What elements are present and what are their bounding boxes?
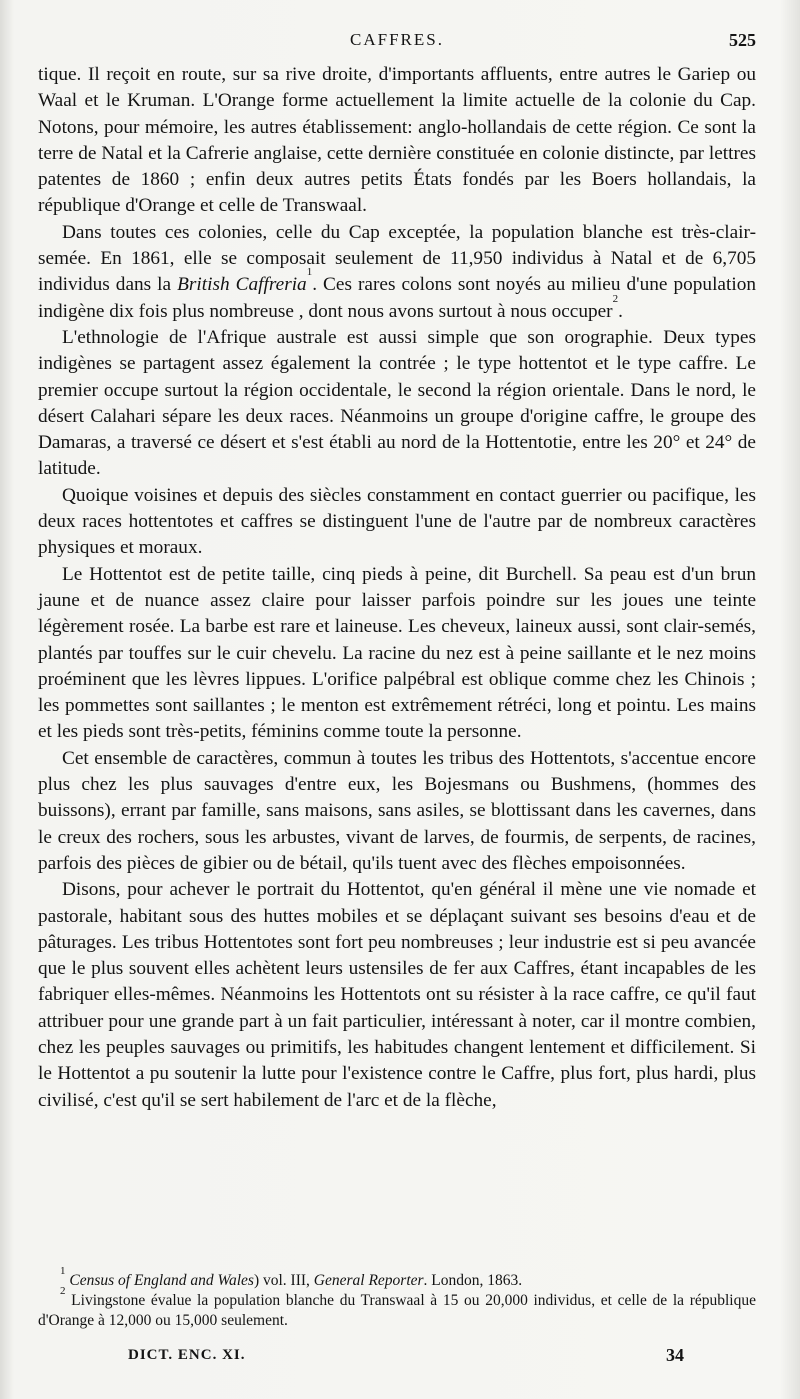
- paragraph: L'ethnologie de l'Afrique australe est aussi simple que son orographie. Deux types indigènes se partagent assez également la contrée ; le type hottentot et le type caffre. Le premier occupe surtout la région occidentale, le second la région orientale. Dans le nord, le désert Calahari sépare les deux races. Néanmoins un groupe d'origine caffre, le groupe des Damaras, a traversé ce désert et s'est établi au nord de la Hottentotie, entre les 20° et 24° de latitude.: [38, 326, 756, 480]
- text-run: Livingstone évalue la population blanche du Transwaal à 15 ou 20,000 individus, et celle de la république d'Orange à 12,000 ou 15,000 seulement.: [38, 1292, 756, 1329]
- text-run: .: [618, 300, 623, 322]
- body-text: [38, 62, 756, 1114]
- footnotes: [38, 1265, 756, 1331]
- paragraph: Quoique voisines et depuis des siècles constamment en contact guerrier ou pacifique, les deux races hottentotes et caffres se distinguent l'une de l'autre par de nombreux caractères physiques et moraux.: [38, 484, 756, 559]
- footnote-marker: 1: [306, 266, 313, 279]
- paragraph: Disons, pour achever le portrait du Hottentot, qu'en général il mène une vie nomade et pastorale, habitant sous des huttes mobiles et se déplaçant suivant ses besoins d'eau et de pâturages. Les tribus Hottentotes sont fort peu nombreuses ; leur industrie est si peu avancée que le plus souvent elles achètent leurs ustensiles de fer aux Caffres, étant incapables de les fabriquer elles-mêmes. Néanmoins les Hottentots ont su résister à la race caffre, ce qu'il faut attribuer pour une grande part à un fait particulier, intéressant à noter, car il montre combien, chez les peuples sauvages ou primitifs, les habitudes changent lentement et difficilement. Si le Hottentot a pu soutenir la lutte pour l'existence contre le Caffre, plus fort, plus hardi, plus civilisé, c'est qu'il se sert habilement de l'arc et de la flèche,: [38, 879, 756, 1111]
- paragraph: Cet ensemble de caractères, commun à toutes les tribus des Hottentots, s'accentue encore plus chez les plus sauvages d'entre eux, les Bojesmans ou Bushmens, (hommes des buissons), errant par famille, sans maisons, sans asiles, se blottissant dans les cavernes, dans le creux des rochers, sous les arbustes, vivant de larves, de fourmis, de serpents, de racines, parfois des pièces de gibier ou de bétail, qu'ils tuent avec des flèches empoisonnées.: [38, 747, 756, 874]
- italic-text: Census of England and Wales: [69, 1272, 254, 1289]
- footnote-marker: 2: [612, 292, 619, 305]
- running-title: CAFFRES.: [350, 30, 444, 49]
- italic-text: British Caffreria: [177, 274, 307, 296]
- text-run: ) vol. III,: [253, 1272, 314, 1289]
- page-header: [38, 30, 756, 56]
- paragraph: Le Hottentot est de petite taille, cinq pieds à peine, dit Burchell. Sa peau est d'un brun jaune et de nuance assez claire pour laisser parfois poindre sur les joues une teinte légèrement rosée. La barbe est rare et laineuse. Les cheveux, laineux aussi, sont clair-semés, plantés par touffes sur le cuir chevelu. La racine du nez est à peine saillante et le nez moins proéminent que les lèvres lippues. L'orifice palpébral est oblique comme chez les Chinois ; les pommettes sont saillantes ; le menton est extrêmement rétréci, long et pointu. Les mains et les pieds sont très-petits, féminins comme toute la personne.: [38, 563, 756, 743]
- text-run: Dans toutes ces colonies, celle du Cap exceptée, la population blanche est très-clair-semée. En 1861, elle se composait seulement de 11,950 individus à Natal et de 6,705 individus dans la: [38, 221, 756, 296]
- paragraph: [38, 220, 756, 325]
- footnote-marker: 2: [60, 1285, 66, 1297]
- text-run: . Ces rares colons sont noyés au milieu d'une population indigène dix fois plus nombreuse , dont nous avons surtout à nous occuper: [38, 274, 756, 322]
- page-footer: [128, 1345, 684, 1369]
- printer-signature: DICT. ENC. XI.: [128, 1347, 246, 1363]
- italic-text: General Reporter: [313, 1272, 424, 1289]
- paragraph: tique. Il reçoit en route, sur sa rive droite, d'importants affluents, entre autres le Gariep ou Waal et le Kruman. L'Orange forme actuellement la limite actuelle de la colonie du Cap. Notons, pour mémoire, les autres établissement: anglo-hollandais de cette région. Ce sont la terre de Natal et la Cafrerie anglaise, cette dernière constituée en colonie distincte, par lettres patentes de 1860 ; enfin deux autres petits États fondés par les Boers hollandais, la république d'Orange et celle de Transwaal.: [38, 64, 756, 217]
- footnote: [38, 1285, 756, 1331]
- text-run: . London, 1863.: [423, 1272, 523, 1289]
- footnote-marker: 1: [60, 1265, 66, 1277]
- page-number: 525: [729, 30, 756, 50]
- signature-number: 34: [666, 1345, 684, 1365]
- footnote: [38, 1265, 756, 1291]
